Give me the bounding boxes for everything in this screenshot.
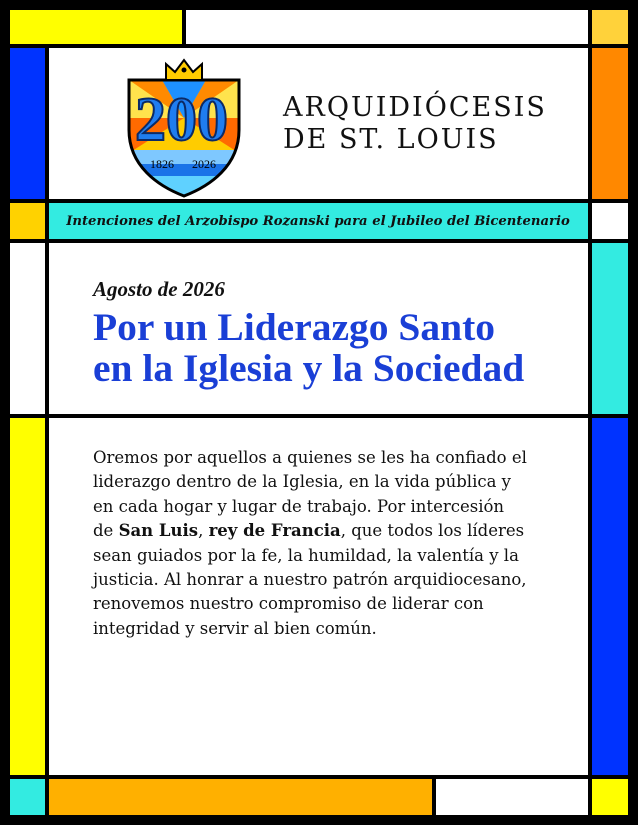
pane-right-white <box>592 203 628 239</box>
pane-right-cyan <box>592 243 628 414</box>
prayer-line: sean guiados por la fe, la humildad, la valentía y la <box>93 545 519 565</box>
logo-year-left: 1826 <box>150 157 174 171</box>
prayer-body <box>93 446 563 641</box>
prayer-line: integridad y servir al bien común. <box>93 618 377 638</box>
pane-top-yellow <box>10 10 182 44</box>
archdiocese-name <box>283 92 583 156</box>
pane-right-blue <box>592 418 628 775</box>
prayer-line: justicia. Al honrar a nuestro patrón arquidiocesano, <box>93 570 527 590</box>
title-line-1: Por un Liderazgo Santo <box>93 305 495 349</box>
banner-text: Intenciones del Arzobispo Rozanski para el Jubileo del Bicentenario <box>66 214 570 229</box>
month-label: Agosto de 2026 <box>93 277 225 301</box>
pane-left-yellow <box>10 418 45 775</box>
prayer-line <box>93 519 563 543</box>
pane-right-orange <box>592 48 628 199</box>
prayer-line: liderazgo dentro de la Iglesia, en la vida pública y <box>93 472 512 492</box>
pane-left-white <box>10 243 45 414</box>
pane-bottom-orange <box>49 779 432 815</box>
prayer-text: , que todos los líderes <box>340 521 525 541</box>
intention-title <box>93 307 583 389</box>
prayer-line: en cada hogar y lugar de trabajo. Por intercesión <box>93 496 505 516</box>
archdiocese-crest-logo <box>122 58 246 198</box>
pane-top-gold <box>592 10 628 44</box>
logo-year-right: 2026 <box>192 157 216 171</box>
title-line-2: en la Iglesia y la Sociedad <box>93 346 525 390</box>
prayer-line: renovemos nuestro compromiso de liderar con <box>93 594 484 614</box>
saint-name: San Luis <box>118 521 199 541</box>
pane-bottom-white <box>436 779 588 815</box>
org-line-2: DE ST. LOUIS <box>283 124 499 155</box>
prayer-text: de <box>93 521 119 541</box>
pane-top-white <box>186 10 588 44</box>
pane-left-blue <box>10 48 45 199</box>
saint-title: rey de Francia <box>208 521 341 541</box>
pane-left-gold <box>10 203 45 239</box>
prayer-line: Oremos por aquellos a quienes se les ha confiado el <box>93 448 527 467</box>
pane-right-bottom-yellow <box>592 779 628 815</box>
org-line-1: ARQUIDIÓCESIS <box>283 92 547 123</box>
logo-number: 200 <box>135 86 228 154</box>
prayer-text: , <box>198 521 209 541</box>
pane-left-cyan <box>10 779 45 815</box>
